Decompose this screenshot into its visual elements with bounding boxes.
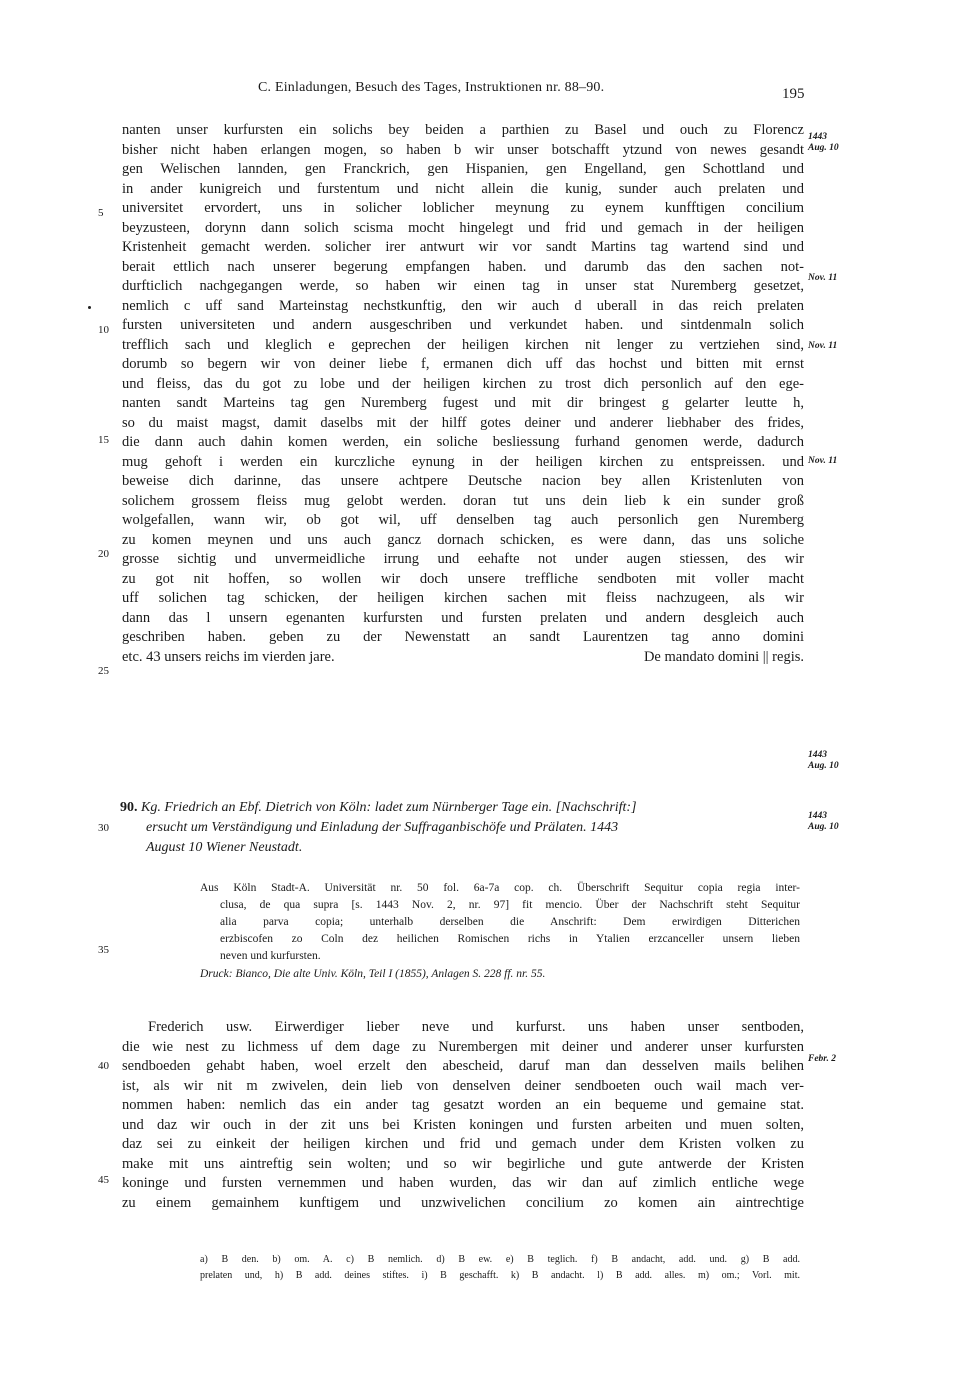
heading-line: August 10 Wiener Neustadt. (146, 840, 303, 855)
text-line: so du maist magst, damit daselbs mit der hilff gotes deiner und anderer liebhaber des frides, (122, 414, 804, 431)
source-line: Aus Köln Stadt-A. Universität nr. 50 fol. 6a-7a cop. ch. Überschrift Sequitur copia regia inter- (200, 882, 800, 894)
source-line: clusa, de qua supra [s. 1443 Nov. 2, nr. 97] fit mencio. Über der Nachschrift steht Sequitur (220, 899, 800, 911)
text-line: und fleiss, das du got zu lobe und der heiligen kirchen zu trost dich personlich auf den ege- (122, 375, 804, 392)
heading-text: Kg. Friedrich an Ebf. Dietrich von Köln: ladet zum Nürnberger Tage ein. [Nachschrift:] (141, 800, 637, 815)
text-line: in ander kunigreich und furstentum und nicht allein die kunig, sunder auch prelaten und (122, 180, 804, 197)
page-number: 195 (782, 86, 805, 102)
text-line: solichem grossem fleiss mug gelobt werden. doran tut uns dein lieb k ein sunder groß (122, 492, 804, 509)
line-number: 30 (98, 822, 109, 834)
text-line: zu komen meynen und uns auch gancz dornach schicken, es were dann, das uns soliche (122, 531, 804, 548)
document-number: 90. (120, 800, 138, 815)
running-title: C. Einladungen, Besuch des Tages, Instruktionen nr. 88–90. (258, 80, 605, 95)
text-line: zu einem gemainhem kunftigem und unzwivelichen concilium zo komen ain aintrechtige (122, 1194, 804, 1211)
text-line: fursten universiteten und andern ausgeschriben und verkundet haben. und sintdenmaln solich (122, 317, 804, 333)
text-line: daz sei zu einkeit der heiligen kirchen und frid und gemach under dem Kristen volken zu (122, 1136, 804, 1152)
heading-line (120, 798, 820, 818)
letter-one-body (122, 121, 804, 667)
margin-date: 1443 Aug. 10 (808, 750, 839, 771)
text-line: die wie nest zu lichmess uf dem dage zu Nurembergen mit deiner und anderer unser kurfursten (122, 1038, 804, 1055)
margin-dot (88, 306, 91, 309)
margin-date: Nov. 11 (808, 456, 838, 466)
text-line: geschriben haben. geben zu der Newenstatt an sandt Laurentzen tag anno domini (122, 629, 804, 645)
line-number: 45 (98, 1174, 109, 1186)
text-line: durfticlich nachgegangen werde, so haben wir einen tag in unser stat Nuremberg gesetzet, (122, 278, 804, 294)
text-line: beweise dich darinne, das unsere achtpere Deutsche nacion bey allen Kristenluten von (122, 473, 804, 489)
text-line: gen Welischen lannden, gen Franckrich, gen Hispanien, gen Engelland, gen Schottland und (122, 161, 804, 177)
letter-two-body (122, 1018, 804, 1213)
closing-date: etc. 43 unsers reichs im vierden jare. (122, 648, 335, 665)
line-number: 5 (98, 207, 104, 219)
text-line: beyzusteen, dorynn dann solich scisma mocht hingelegt und frid und gemach in der heiligen (122, 219, 804, 236)
text-line: Kristenheit gemacht werden. solicher irer antwurt wir vor sandt Martins tag wartend sind und (122, 239, 804, 255)
text-line: mug gehoft i werden ein kurczliche eynung in der heiligen kirchen zu entspreissen. und (122, 453, 804, 470)
text-line: universitet ervordert, uns in solicher loblicher meynung zu eynem kunfftigen concilium (122, 200, 804, 216)
margin-date: 1443 Aug. 10 (808, 811, 839, 832)
page-header (0, 80, 960, 106)
source-line: neven und kurfursten. (220, 950, 321, 962)
line-number: 35 (98, 944, 109, 956)
text-line: dorumb so begern wir von deiner liebe f, ermanen dich uff das hochst und bitten mit ernst (122, 356, 804, 372)
footnotes (200, 1252, 800, 1284)
line-number: 40 (98, 1060, 109, 1072)
heading-line: ersucht um Verständigung und Einladung der Suffraganbischöfe und Prälaten. 1443 (146, 820, 619, 835)
text-line: trefflich sach und kleglich e geprechen der heiligen kirchen nit lenger zu vertziehen sind, (122, 336, 804, 353)
text-line: nanten sandt Marteins tag gen Nuremberg fugest und mit dir bringest g gelarter leutte h, (122, 395, 804, 411)
margin-date: 1443 Aug. 10 (808, 132, 839, 153)
line-number: 15 (98, 434, 109, 446)
line-number: 10 (98, 324, 109, 336)
margin-date: Nov. 11 (808, 273, 838, 283)
source-line: alia parva copia; unterhalb derselben die Anschrift: Dem erwirdigen Ditterichen (220, 916, 800, 928)
text-line: bisher nicht haben erlangen mogen, so haben b wir unser botschafft ytzund von newes gesandt (122, 141, 804, 158)
text-line: grosse sichtig und unvermeidliche irrung und eehafte not under augen stiessen, des wir (122, 551, 804, 567)
text-line: berait ettlich nach unserer begerung empfangen haben. und darumb das den sachen not- (122, 258, 804, 275)
source-line: erzbiscofen zo Coln dez heilichen Romischen richs in Ytalien erzcanceller unsern lieben (220, 933, 800, 945)
closing-line (122, 648, 804, 668)
text-line: die dann auch dahin komen werden, ein soliche besliessung furhand genomen werde, dadurch (122, 434, 804, 450)
mandate-note: De mandato domini || regis. (643, 648, 804, 665)
margin-date: Nov. 11 (808, 341, 838, 351)
text-line: sendboeden gehabt haben, woel erzelt den abescheid, daruf man dan desselven mails belihen (122, 1058, 804, 1074)
document-heading (120, 798, 820, 858)
text-line: Frederich usw. Eirwerdiger lieber neve und kurfurst. uns haben unser sentboden, (148, 1019, 804, 1035)
line-number: 20 (98, 548, 109, 560)
text-line: nemlich c uff sand Marteinstag nechstkunftig, den wir auch d uberall in das reich prelaten (122, 297, 804, 314)
text-line: und daz wir ouch in der zit uns bei Kristen koningen und fursten arbeiten und muen solten, (122, 1116, 804, 1133)
text-line: dann das l unsern egenanten kurfursten und fursten prelaten und andern desgleich auch (122, 609, 804, 626)
margin-date: Febr. 2 (808, 1054, 836, 1064)
footnote-line: a) B den. b) om. A. c) B nemlich. d) B ew. e) B teglich. f) B andacht, add. und. g) B add. (200, 1254, 800, 1265)
text-line: zu got nit hoffen, so wollen wir doch unsere treffliche sendboten mit voller macht (122, 570, 804, 587)
text-line: uff solichen tag schicken, der heiligen kirchen sachen mit fleiss nachzugeen, als wir (122, 590, 804, 606)
text-line: koninge und fursten vernemmen und haben wurden, das wir dan auf zimlich entliche wege (122, 1175, 804, 1191)
source-note (200, 880, 800, 965)
text-line: nommen haben: nemlich das ein ander tag gesatzt worden an ein bequeme und gemaine stat. (122, 1097, 804, 1113)
text-line: wolgefallen, wann wir, ob got wil, uff denselben tag auch personlich gen Nuremberg (122, 512, 804, 528)
text-line: ist, als wir nit m zwivelen, dein lieb von denselven deiner sendboeten ouch wail mach ver- (122, 1077, 804, 1094)
line-number: 25 (98, 665, 109, 677)
print-reference: Druck: Bianco, Die alte Univ. Köln, Teil I (1855), Anlagen S. 228 ff. nr. 55. (200, 968, 546, 980)
text-line: nanten unser kurfursten ein solichs bey beiden a parthien zu Basel und ouch zu Florencz (122, 122, 804, 138)
footnote-line: prelaten und, h) B add. deines stiftes. i) B geschafft. k) B andacht. l) B add. alles. m) om.; Vorl. mit. (200, 1270, 800, 1281)
text-line: make mit uns aintreftig sein wolten; und so wir begirliche und gute antwerde der Kristen (122, 1155, 804, 1172)
